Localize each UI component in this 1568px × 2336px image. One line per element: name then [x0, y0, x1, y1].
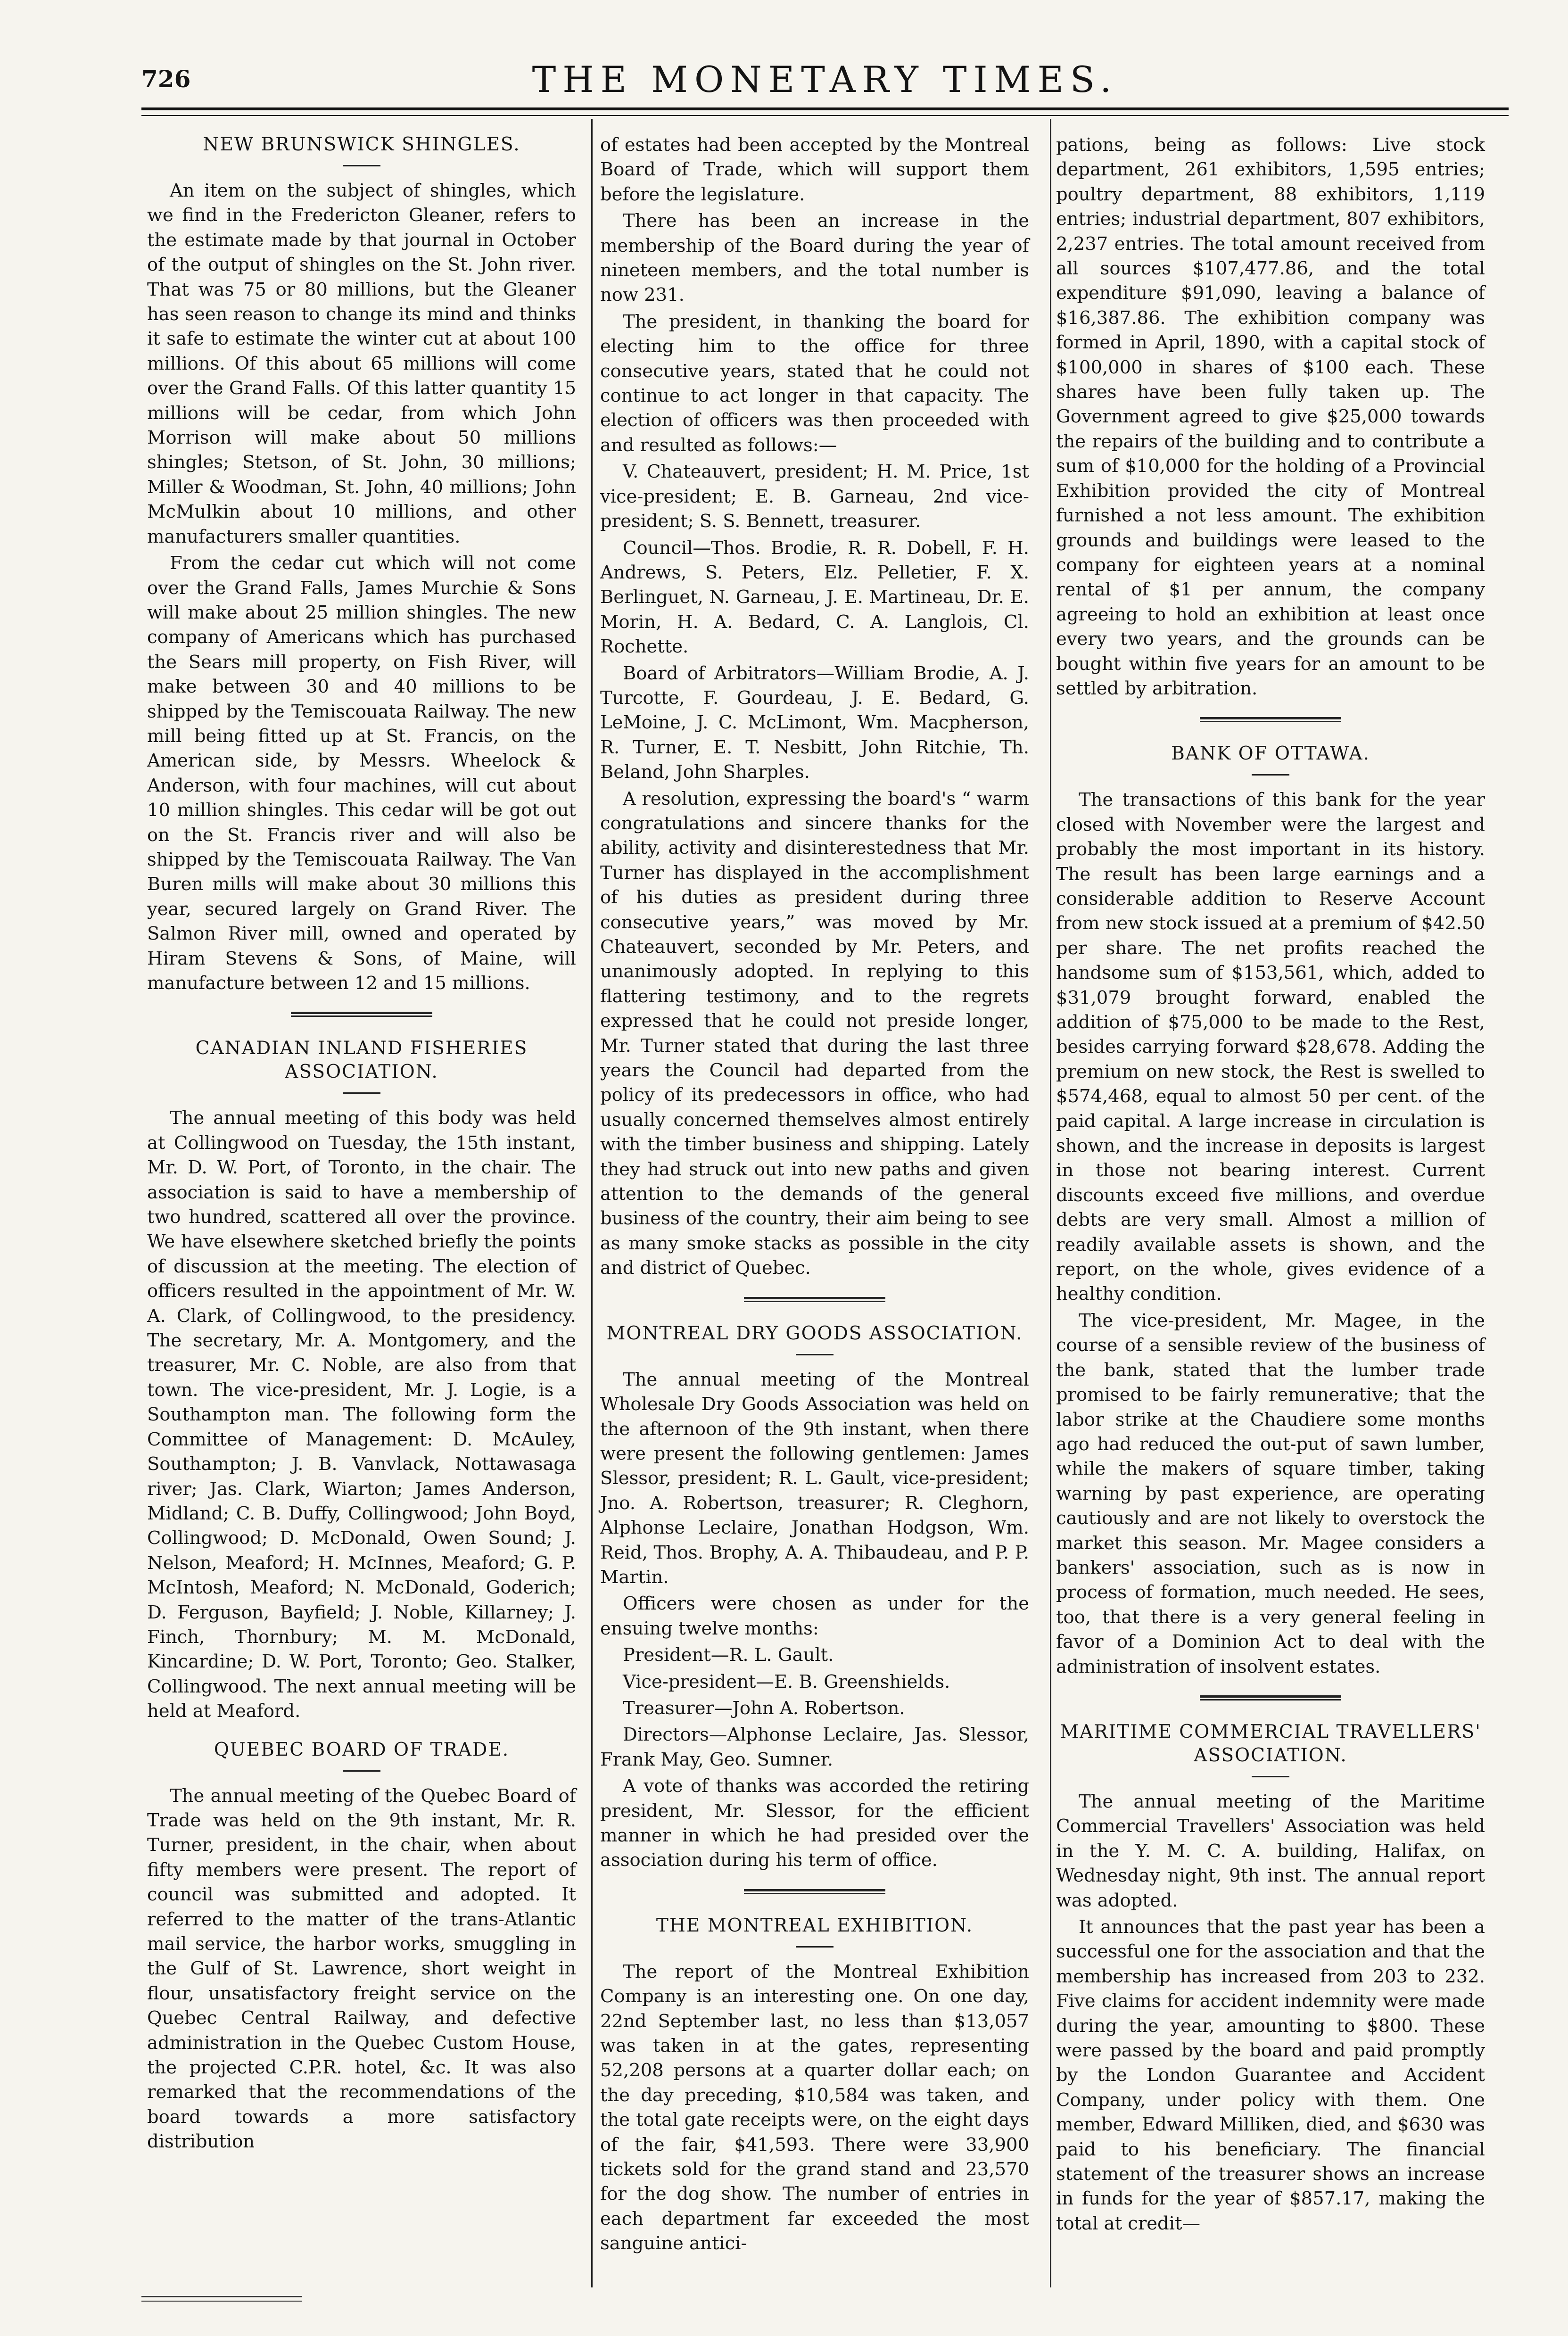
article-heading-montreal-dry-goods: MONTREAL DRY GOODS ASSOCIATION.: [606, 1322, 1023, 1344]
heading-rule: [1252, 774, 1289, 776]
article-paragraph: The annual meeting of the Maritime Commercial Travellers' Association was held in the Y. M. C. A. building, Halifax, on Wednesday night, 9th inst. The annual report was adopted.: [1056, 1791, 1485, 1911]
section-divider: [1200, 717, 1341, 722]
heading-rule: [343, 1092, 380, 1094]
article-paragraph: From the cedar cut which will not come over the Grand Falls, James Murchie & Sons will make about 25 million shingles. The new company of Americans which has purchased the Sears mill property, on Fish River, will make between 30 and 40 millions to be shipped by the Temiscouata Railway. The new mill being fitted up at St. Francis, on the American side, by Messrs. Wheelock & Anderson, with four machines, will cut about 10 million shingles. This cedar will be got out on the St. Francis river and will also be shipped by the Temiscouata Railway. The Van Buren mills will make about 30 millions this year, secured largely on Grand River. The Salmon River mill, owned and operated by Hiram Stevens & Sons, of Maine, will manufacture between 12 and 15 millions.: [147, 553, 576, 994]
article-paragraph: The annual meeting of the Quebec Board of Trade was held on the 9th instant, Mr. R. Turner, president, in the chair, when about fifty members were present. The report of council was submitted and adopted. It referred to the matter of the trans-Atlantic mail service, the harbor works, smuggling in the Gulf of St. Lawrence, short weight in flour, unsatisfactory freight service on the Quebec Central Railway, and defective administration in the Quebec Custom House, the projected C.P.R. hotel, &c. It was also remarked that the recommendations of the board towards a more satisfactory distribution: [147, 1785, 576, 2153]
article-paragraph: The transactions of this bank for the year closed with November were the largest and probably the most important in its history. The result has been large earnings and a considerable addition to Reserve Account from new stock issued at a premium of $42.50 per share. The net profits reached the handsome sum of $153,561, which, added to $31,079 brought forward, enabled the addition of $75,000 to be made to the Rest, besides carrying forward $28,678. Adding the premium on new stock, the Rest is swelled to $574,468, equal to almost 50 per cent. of the paid capital. A large increase in circulation is shown, and the increase in deposits is largest in those not bearing interest. Current discounts exceed five millions, and overdue debts are very small. Almost a million of readily available assets is shown, and the report, on the whole, gives evidence of a healthy condition.: [1056, 789, 1485, 1305]
article-paragraph: President—R. L. Gault.: [623, 1644, 834, 1666]
section-divider: [744, 1889, 885, 1894]
column-3: [1056, 133, 1485, 2238]
article-paragraph: Officers were chosen as under for the ensuing twelve months:: [600, 1593, 1029, 1639]
section-divider: [744, 1297, 885, 1302]
article-paragraph: The president, in thanking the board for electing him to the office for three consecutive years, stated that he could not continue to act longer in that capacity. The election of officers was then proceeded with and resulted as follows:—: [600, 311, 1029, 456]
publication-title: THE MONETARY TIMES.: [532, 58, 1118, 100]
article-heading-inland-fisheries: CANADIAN INLAND FISHERIES ASSOCIATION.: [195, 1038, 528, 1083]
column-2: [600, 133, 1029, 2258]
article-paragraph: Council—Thos. Brodie, R. R. Dobell, F. H. Andrews, S. Peters, Elz. Pelletier, F. X. Berlinguet, N. Garneau, J. E. Martineau, Dr. E. Morin, H. A. Bedard, C. A. Langlois, Cl. Rochette.: [600, 537, 1029, 658]
section-divider: [1200, 1695, 1341, 1700]
article-paragraph: A resolution, expressing the board's “ warm congratulations and sincere thanks for the ability, activity and disinterestedness that Mr. Turner has displayed in the accomplishment of his duties as president during three consecutive years,” was moved by Mr. Chateauvert, seconded by Mr. Peters, and unanimously adopted. In replying to this flattering testimony, and to the regrets expressed that he could not preside longer, Mr. Turner stated that during the last three years the Council had departed from the policy of its predecessors in office, who had usually concerned themselves almost entirely with the timber business and shipping. Lately they had struck out into new paths and given attention to the demands of the general business of the country, their aim being to see as many smoke stacks as possible in the city and district of Quebec.: [600, 788, 1029, 1279]
article-heading-quebec-board-of-trade: QUEBEC BOARD OF TRADE.: [214, 1739, 510, 1760]
article-paragraph: The vice-president, Mr. Magee, in the course of a sensible review of the business of the bank, stated that the lumber trade promised to be fairly remunerative; that the labor strike at the Chaudiere some months ago had reduced the out-put of sawn lumber, while the makers of square timber, taking warning by past experience, are operating cautiously and are not likely to overstock the market this season. Mr. Magee considers a bankers' association, such as is now in process of formation, much needed. He sees, too, that there is a very general feeling in favor of a Dominion Act to deal with the administration of insolvent estates.: [1056, 1310, 1485, 1677]
column-1: [147, 127, 576, 2156]
heading-rule: [796, 1946, 834, 1948]
article-paragraph: pations, being as follows: Live stock department, 261 exhibitors, 1,595 entries; poultry department, 88 exhibitors, 1,119 entries; industrial department, 807 exhibitors, 2,237 entries. The total amount received from all sources $107,477.86, and the total expenditure $91,090, leaving a balance of $16,387.86. The exhibition company was formed in April, 1890, with a capital stock of $100,000 in shares of $100 each. These shares have been fully taken up. The Government agreed to give $25,000 towards the repairs of the building and to contribute a sum of $10,000 for the holding of a Provincial Exhibition provided the city of Montreal furnished a not less amount. The exhibition grounds and buildings were leased to the company for eighteen years at a nominal rental of $1 per annum, the company agreeing to hold an exhibition at least once every two years, and the grounds can be bought within five years for an amount to be settled by arbitration.: [1056, 134, 1485, 699]
footer-rule: [141, 2296, 302, 2297]
article-paragraph: It announces that the past year has been a successful one for the association and that the membership has increased from 203 to 232. Five claims for accident indemnity were made during the year, amounting to $800. These were passed by the board and paid promptly by the London Guarantee and Accident Company, under policy with them. One member, Edward Milliken, died, and $630 was paid to his beneficiary. The financial statement of the treasurer shows an increase in funds for the year of $857.17, making the total at credit—: [1056, 1916, 1485, 2234]
article-paragraph: V. Chateauvert, president; H. M. Price, 1st vice-president; E. B. Garneau, 2nd vice-president; S. S. Bennett, treasurer.: [600, 461, 1029, 532]
heading-rule: [1252, 1776, 1289, 1777]
article-paragraph: There has been an increase in the membership of the Board during the year of nineteen members, and the total number is now 231.: [600, 210, 1029, 306]
article-paragraph: The annual meeting of the Montreal Wholesale Dry Goods Association was held on the afternoon of the 9th instant, when there were present the following gentlemen: James Slessor, president; R. L. Gault, vice-president; Jno. A. Robertson, treasurer; R. Cleghorn, Alphonse Leclaire, Jonathan Hodgson, Wm. Reid, Thos. Brophy, A. A. Thibaudeau, and P. P. Martin.: [600, 1369, 1029, 1588]
article-paragraph: An item on the subject of shingles, which we find in the Fredericton Gleaner, refers to the estimate made by that journal in October of the output of shingles on the St. John river. That was 75 or 80 millions, but the Gleaner has seen reason to change its mind and thinks it safe to estimate the winter cut at about 100 millions. Of this about 65 millions will come over the Grand Falls. Of this latter quantity 15 millions will be cedar, from which John Morrison will make about 50 millions shingles; Stetson, of St. John, 30 millions; Miller & Woodman, St. John, 40 millions; John McMulkin about 10 millions, and other manufacturers smaller quantities.: [147, 180, 576, 547]
column-divider-right: [1050, 119, 1051, 2287]
masthead-rule-thin: [141, 115, 1509, 116]
article-heading-new-brunswick-shingles: NEW BRUNSWICK SHINGLES.: [203, 134, 520, 155]
heading-rule: [796, 1354, 834, 1355]
section-divider: [291, 1012, 432, 1017]
footer-rule-thin: [141, 2301, 302, 2302]
article-paragraph: Treasurer—John A. Robertson.: [623, 1697, 905, 1719]
article-heading-maritime-commercial-travellers: MARITIME COMMERCIAL TRAVELLERS' ASSOCIATION.: [1060, 1721, 1481, 1766]
article-paragraph: The annual meeting of this body was held at Collingwood on Tuesday, the 15th instant, Mr. D. W. Port, of Toronto, in the chair. The association is said to have a membership of two hundred, scattered all over the province. We have elsewhere sketched briefly the points of discussion at the meeting. The election of officers resulted in the appointment of Mr. W. A. Clark, of Collingwood, to the presidency. The secretary, Mr. A. Montgomery, and the treasurer, Mr. C. Noble, are also from that town. The vice-president, Mr. J. Logie, is a Southampton man. The following form the Committee of Management: D. McAuley, Southampton; J. B. Vanvlack, Nottawasaga river; Jas. Clark, Wiarton; James Anderson, Midland; C. B. Duffy, Collingwood; John Boyd, Collingwood; D. McDonald, Owen Sound; J. Nelson, Meaford; H. McInnes, Meaford; G. P. McIntosh, Meaford; N. McDonald, Goderich; D. Ferguson, Bayfield; J. Noble, Killarney; J. Finch, Thornbury; M. M. McDonald, Kincardine; D. W. Port, Toronto; Geo. Stalker, Collingwood. The next annual meeting will be held at Meaford.: [147, 1107, 576, 1722]
article-heading-montreal-exhibition: THE MONTREAL EXHIBITION.: [656, 1915, 974, 1936]
article-paragraph: Vice-president—E. B. Greenshields.: [623, 1671, 950, 1692]
heading-rule: [343, 1770, 380, 1772]
column-divider-left: [591, 119, 593, 2287]
article-paragraph: Directors—Alphonse Leclaire, Jas. Slessor, Frank May, Geo. Sumner.: [600, 1724, 1029, 1770]
page-number: 726: [141, 65, 191, 93]
article-paragraph: Board of Arbitrators—William Brodie, A. J. Turcotte, F. Gourdeau, J. E. Bedard, G. LeMoine, J. C. McLimont, Wm. Macpherson, R. Turner, E. T. Nesbitt, John Ritchie, Th. Beland, John Sharples.: [600, 662, 1029, 783]
article-paragraph: A vote of thanks was accorded the retiring president, Mr. Slessor, for the efficient manner in which he had presided over the association during his term of office.: [600, 1775, 1029, 1871]
article-paragraph: of estates had been accepted by the Montreal Board of Trade, which will support them before the legislature.: [600, 134, 1029, 205]
article-heading-bank-of-ottawa: BANK OF OTTAWA.: [1171, 743, 1370, 765]
masthead-rule: [141, 107, 1509, 110]
masthead: [141, 57, 1509, 108]
article-paragraph: The report of the Montreal Exhibition Company is an interesting one. On one day, 22nd September last, no less than $13,057 was taken in at the gates, representing 52,208 persons at a quarter dollar each; on the day preceding, $10,584 was taken, and the total gate receipts were, on the eight days of the fair, $41,593. There were 33,900 tickets sold for the grand stand and 23,570 for the dog show. The number of entries in each department far exceeded the most sanguine antici-: [600, 1961, 1029, 2254]
heading-rule: [343, 165, 380, 166]
